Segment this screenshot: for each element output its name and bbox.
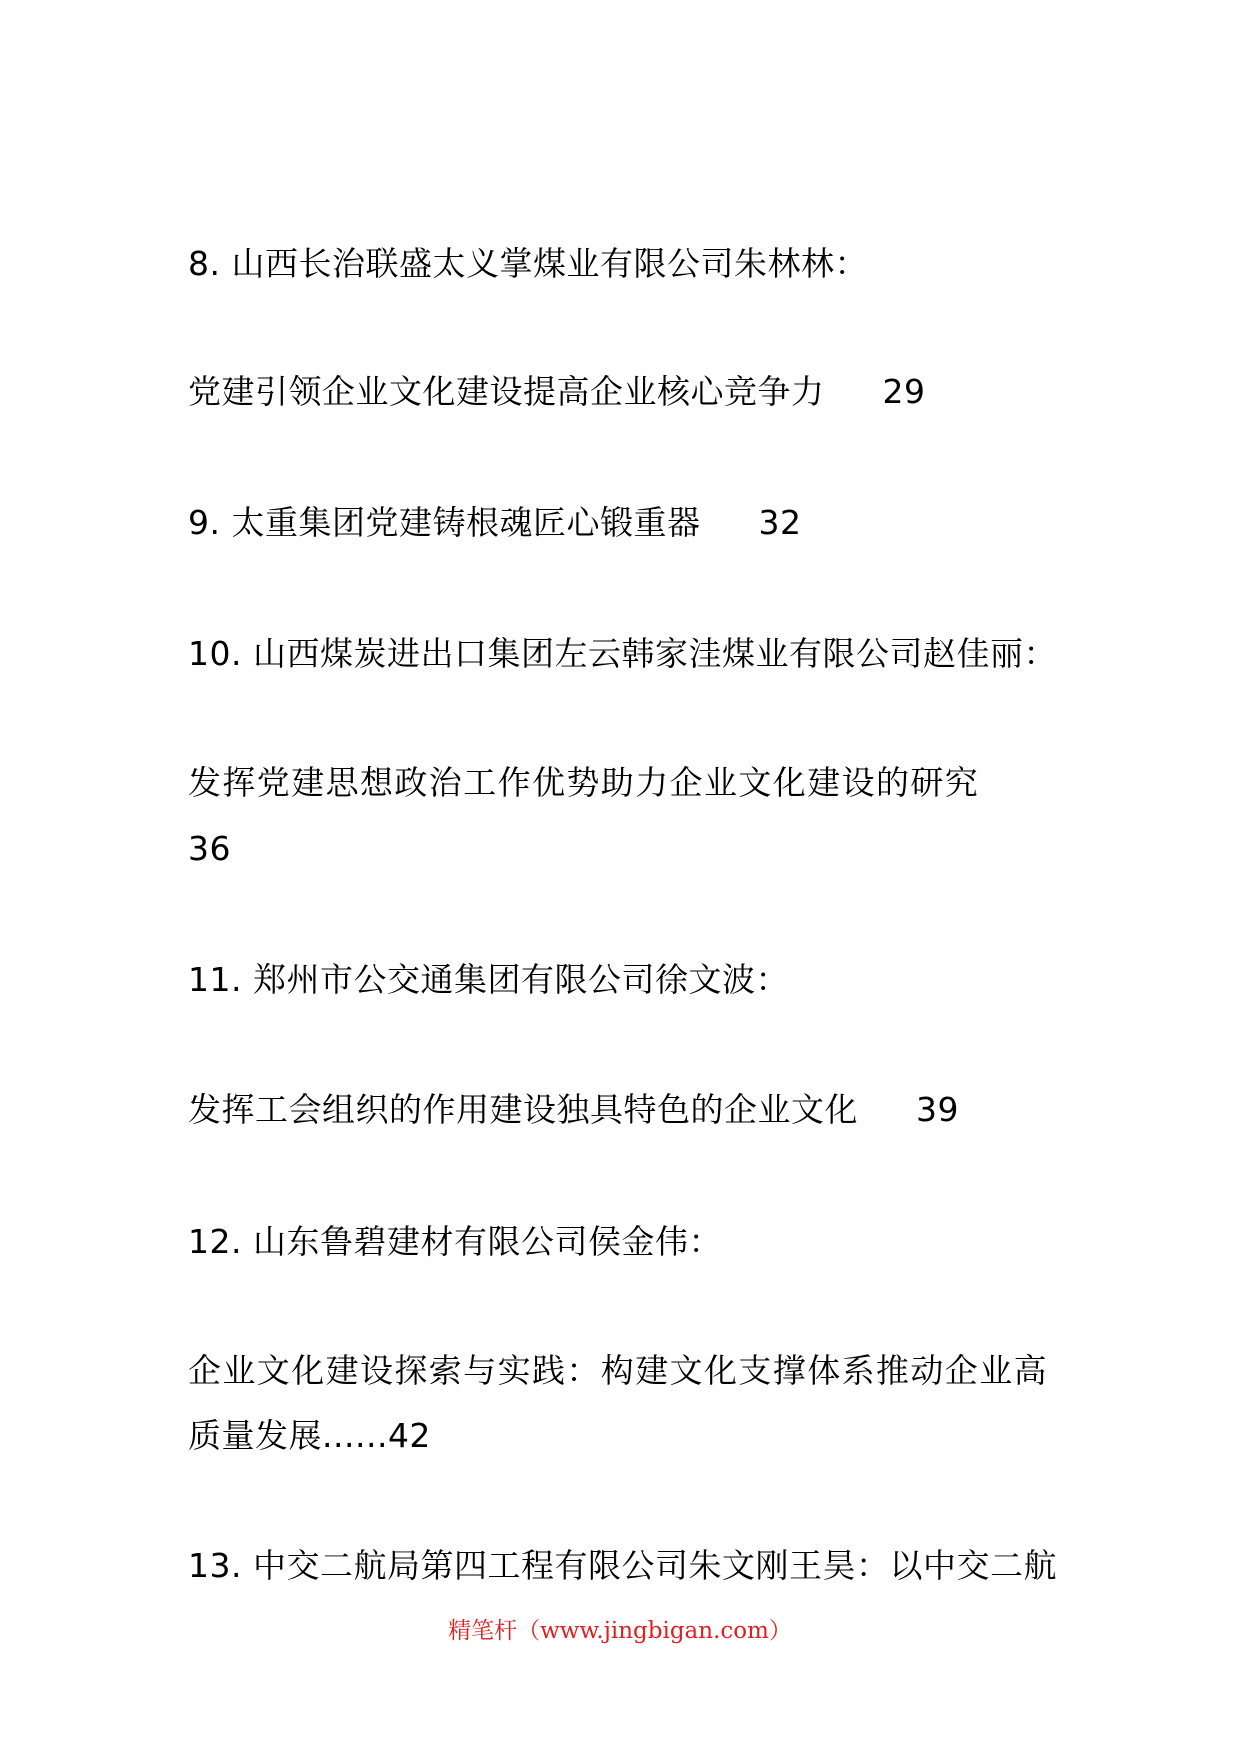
toc-entry-12-title-line1: 企业文化建设探索与实践：构建文化支撑体系推动企业高 bbox=[188, 1351, 1048, 1390]
toc-entry-8-heading: 8. 山西长治联盛太义掌煤业有限公司朱林林： bbox=[188, 244, 868, 283]
toc-entry-10-heading: 10. 山西煤炭进出口集团左云韩家洼煤业有限公司赵佳丽： bbox=[188, 634, 1057, 673]
toc-entry-9-row bbox=[188, 503, 1068, 543]
toc-entry-9-title: 9. 太重集团党建铸根魂匠心锻重器 bbox=[188, 503, 701, 542]
toc-entry-11-title-row bbox=[188, 1090, 1068, 1130]
toc-entry-8-title-row bbox=[188, 372, 1068, 412]
toc-entry-11-page: 39 bbox=[916, 1090, 959, 1129]
toc-entry-10-page: 36 bbox=[188, 829, 231, 868]
toc-entry-8-page: 29 bbox=[882, 372, 926, 411]
toc-entry-8-title: 党建引领企业文化建设提高企业核心竞争力 bbox=[188, 372, 825, 411]
toc-entry-11-heading: 11. 郑州市公交通集团有限公司徐文波： bbox=[188, 960, 789, 999]
toc-entry-10-title: 发挥党建思想政治工作优势助力企业文化建设的研究 bbox=[188, 763, 980, 802]
toc-entry-12-heading: 12. 山东鲁碧建材有限公司侯金伟： bbox=[188, 1222, 722, 1261]
toc-entry-13-heading: 13. 中交二航局第四工程有限公司朱文刚王昊：以中交二航 bbox=[188, 1546, 1057, 1585]
toc-entry-11-title: 发挥工会组织的作用建设独具特色的企业文化 bbox=[188, 1090, 858, 1129]
footer-watermark: 精笔杆（www.jingbigan.com） bbox=[448, 1618, 792, 1644]
toc-entry-9-page: 32 bbox=[758, 503, 802, 542]
toc-entry-12-title-line2: 质量发展......42 bbox=[188, 1416, 431, 1455]
